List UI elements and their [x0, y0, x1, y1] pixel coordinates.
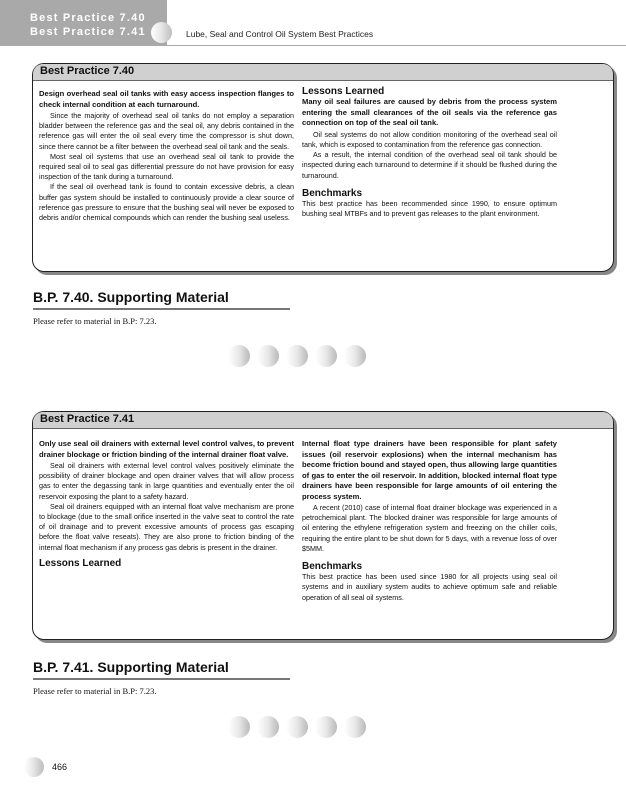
bp741-lessons-lead: Internal float type drainers have been responsible for plant safety issues (oil reservoir explosions) when the internal mechanism has become friction bound and stayed open, thus allowing large quantities of gas to enter the oil reservoir. In addition, blocked internal float type drainers have been responsible for large amounts of oil entering the process system. — [302, 439, 557, 501]
bp740-lead: Design overhead seal oil tanks with easy access inspection flanges to check internal condition at each turnaround. — [39, 89, 294, 109]
bp740-lessons-title: Lessons Learned — [302, 86, 385, 97]
header-circle-ornament — [151, 22, 172, 43]
bp741-para1: Seal oil drainers with external level control valves positively eliminate the possibility of drainer blockage and open drainer valves that will allow process gas to enter the degassing tank in large quantities and eventually enter the oil reservoir exposing the plant to a safety hazard. — [39, 461, 294, 501]
best-practice-740-left-column — [39, 89, 294, 223]
header-tab-line2: Best Practice 7.41 — [30, 26, 146, 38]
bp741-lead: Only use seal oil drainers with external level control valves, to prevent drainer blockage or friction binding of the internal drainer float valve. — [39, 439, 294, 459]
divider-dot — [257, 716, 279, 738]
bp741-lessons-title: Lessons Learned — [39, 557, 122, 569]
bp740-lessons-p2: As a result, the internal condition of the overhead seal oil tank should be inspected during each turnaround to determine if it should be flushed during the turnaround. — [302, 150, 557, 180]
best-practice-741-right-column — [302, 439, 557, 603]
bp741-benchmarks-title: Benchmarks — [302, 561, 363, 573]
page-number-ornament — [24, 757, 44, 777]
best-practice-740-heading-bar — [33, 64, 613, 81]
supporting-material-741-text: Please refer to material in B.P: 7.23. — [33, 686, 157, 696]
divider-dot — [315, 716, 337, 738]
bp740-benchmarks-title: Benchmarks — [302, 187, 363, 199]
bp741-benchmarks-text: This best practice has been used since 1980 for all projects using seal oil systems and in auxiliary system audits to achieve optimum safe and reliable operation of all seal oil systems. — [302, 572, 557, 602]
supporting-material-740-text: Please refer to material in B.P: 7.23. — [33, 316, 157, 326]
supporting-material-741-rule — [33, 678, 290, 680]
divider-dot — [286, 716, 308, 738]
divider-dot — [228, 716, 250, 738]
bp741-para2: Seal oil drainers equipped with an internal float valve mechanism are prone to blockage (due to the small orifice inserted in the valve seat to control the rate of oil drainage and to prevent excessive amounts of process gas escaping before the float valve reseats). They are also prone to friction binding of the internal float mechanism if any process gas debris is present in the drainer. — [39, 501, 294, 552]
bp740-para1: Since the majority of overhead seal oil tanks do not employ a separation bladder between the reference gas and the seal oil, any debris contained in the reference gas will enter the oil seal every time the compressor is shut down, since there cannot be a filter between the overhead seal oil tank and the seals. — [39, 111, 294, 151]
supporting-material-740-rule — [33, 308, 290, 310]
best-practice-741-heading: Best Practice 7.41 — [40, 413, 135, 425]
supporting-material-741-title: B.P. 7.41. Supporting Material — [33, 659, 229, 675]
divider-dot — [228, 345, 250, 367]
bp740-lessons-lead: Many oil seal failures are caused by debris from the process system entering the small clearances of the oil seals via the reference gas connection on top of the seal oil tank. — [302, 97, 557, 128]
bp740-para2: Most seal oil systems that use an overhead seal oil tank to provide the required seal oil to seal gas differential pressure do not have provision for easy inspection of the tank during a turnaround. — [39, 151, 294, 182]
best-practice-740-right-column — [302, 87, 557, 219]
page-number: 466 — [52, 762, 68, 772]
running-header-title: Lube, Seal and Control Oil System Best Practices — [186, 29, 374, 39]
divider-dot — [344, 716, 366, 738]
bp740-lessons-p1: Oil seal systems do not allow condition monitoring of the overhead seal oil tank, which is exposed to contamination from the reference gas connection. — [302, 129, 557, 149]
divider-dot — [257, 345, 279, 367]
best-practice-740-heading: Best Practice 7.40 — [40, 65, 135, 77]
best-practice-741-box — [32, 411, 614, 640]
divider-dot — [315, 345, 337, 367]
bp741-lessons-p1: A recent (2010) case of internal float drainer blockage was experienced in a petrochemical plant. The blocked drainer was responsible for large amounts of oil entering the ethylene refrigeration system and freezing on the chiller coils, requiring the entire plant to be shut down for 5 days, with a revenue loss of over $5MM. — [302, 503, 557, 553]
divider-dot — [286, 345, 308, 367]
header-tab — [0, 0, 167, 45]
supporting-material-740-title: B.P. 7.40. Supporting Material — [33, 289, 229, 305]
header-tab-line1: Best Practice 7.40 — [30, 12, 146, 24]
bp740-benchmarks-text: This best practice has been recommended since 1990, to ensure optimum bushing seal MTBFs and to prevent gas releases to the plant environment. — [302, 198, 557, 219]
header-rule — [0, 45, 626, 46]
best-practice-740-box — [32, 63, 614, 272]
best-practice-741-left-column — [39, 439, 294, 569]
bp740-para3: If the seal oil overhead tank is found to contain excessive debris, a clean buffer gas system should be installed to continuously provide a clear source of reference gas pressure to ensure that the bushing seal will never be exposed to debris and/or chemical compounds which can render the bushing seal useless. — [39, 182, 294, 223]
divider-dot — [344, 345, 366, 367]
best-practice-741-heading-bar — [33, 412, 613, 429]
